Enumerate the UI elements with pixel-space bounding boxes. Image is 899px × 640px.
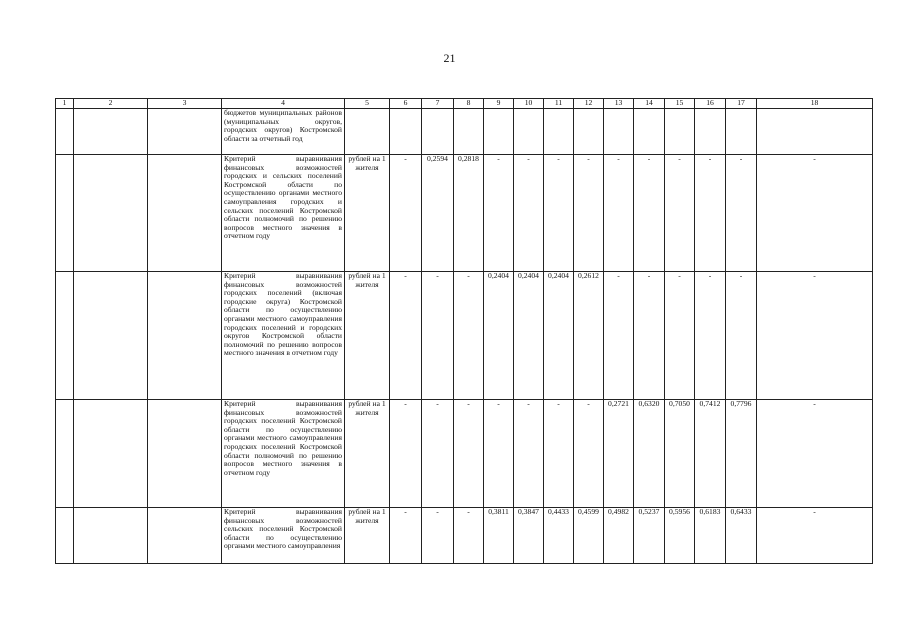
value-cell: - [695,272,726,400]
value-cell: - [422,508,454,564]
page-number: 21 [443,51,456,65]
value-cell: 0,3811 [484,508,514,564]
value-cell: - [390,155,422,272]
value-cell: 0,6433 [726,508,757,564]
value-cell: 0,2818 [454,155,484,272]
table-row [56,508,873,564]
column-number-header: 17 [726,99,757,109]
column-number-header: 8 [454,99,484,109]
column-number-header: 10 [514,99,544,109]
criterion-description: Критерий выравнивания финансовых возможностей городских поселений (включая городские округа) Костромской области по осуществлению органами местного самоуправления городских поселений и городских округов Костромской области полномочий по решению вопросов местного значения в отчетном году [222,272,345,400]
note-cell: - [757,272,873,400]
criterion-description: бюджетов муниципальных районов (муниципальных округов, городских округов) Костромской области за отчетный год [222,109,345,155]
table-row [56,400,873,508]
value-cell: - [604,155,634,272]
unit-cell [345,109,390,155]
note-cell: - [757,400,873,508]
empty-cell [74,109,148,155]
value-cell: - [514,155,544,272]
value-cell: 0,5237 [634,508,665,564]
value-cell [665,109,695,155]
indicator-table [55,98,873,564]
column-number-header: 5 [345,99,390,109]
note-cell: - [757,155,873,272]
table-row [56,272,873,400]
value-cell: 0,2404 [514,272,544,400]
empty-cell [148,400,222,508]
value-cell: - [390,400,422,508]
value-cell: - [665,272,695,400]
unit-cell: рублей на 1 жителя [345,272,390,400]
value-cell: 0,6320 [634,400,665,508]
value-cell: - [454,400,484,508]
value-cell: - [634,155,665,272]
unit-cell: рублей на 1 жителя [345,155,390,272]
value-cell [695,109,726,155]
unit-cell: рублей на 1 жителя [345,508,390,564]
empty-cell [148,508,222,564]
column-number-header: 3 [148,99,222,109]
value-cell: - [634,272,665,400]
value-cell: - [514,400,544,508]
empty-cell [148,155,222,272]
column-number-header: 14 [634,99,665,109]
empty-cell [148,109,222,155]
value-cell [726,109,757,155]
value-cell [422,109,454,155]
value-cell: 0,7412 [695,400,726,508]
value-cell: - [695,155,726,272]
value-cell: - [390,272,422,400]
value-cell [574,109,604,155]
value-cell: - [454,272,484,400]
empty-cell [56,109,74,155]
criterion-description: Критерий выравнивания финансовых возможностей городских поселений Костромской области по осуществлению органами местного самоуправления городских поселений Костромской области полномочий по решению вопросов местного значения в отчетном году [222,400,345,508]
empty-cell [56,155,74,272]
value-cell [454,109,484,155]
column-number-header: 16 [695,99,726,109]
value-cell: - [726,155,757,272]
value-cell [634,109,665,155]
column-number-header: 11 [544,99,574,109]
value-cell: 0,4599 [574,508,604,564]
table-row [56,155,873,272]
value-cell: - [422,272,454,400]
note-cell [757,109,873,155]
value-cell: - [574,155,604,272]
column-number-header: 12 [574,99,604,109]
value-cell: - [484,400,514,508]
value-cell: 0,6183 [695,508,726,564]
value-cell [484,109,514,155]
value-cell: - [422,400,454,508]
value-cell: 0,2404 [544,272,574,400]
column-number-header: 6 [390,99,422,109]
criterion-description: Критерий выравнивания финансовых возможностей сельских поселений Костромской области по осуществлению органами местного самоуправления [222,508,345,564]
value-cell: 0,2721 [604,400,634,508]
column-number-header: 13 [604,99,634,109]
value-cell: 0,7796 [726,400,757,508]
column-number-header: 9 [484,99,514,109]
column-number-header: 15 [665,99,695,109]
value-cell: 0,3847 [514,508,544,564]
value-cell: 0,2404 [484,272,514,400]
value-cell: 0,7050 [665,400,695,508]
empty-cell [74,155,148,272]
value-cell [604,109,634,155]
empty-cell [74,272,148,400]
value-cell [390,109,422,155]
value-cell: 0,2594 [422,155,454,272]
empty-cell [148,272,222,400]
column-number-header: 2 [74,99,148,109]
value-cell [514,109,544,155]
value-cell: - [454,508,484,564]
column-number-header: 4 [222,99,345,109]
column-number-header: 1 [56,99,74,109]
empty-cell [74,400,148,508]
value-cell: - [604,272,634,400]
empty-cell [74,508,148,564]
value-cell: - [726,272,757,400]
empty-cell [56,400,74,508]
value-cell [544,109,574,155]
note-cell: - [757,508,873,564]
value-cell: 0,4433 [544,508,574,564]
value-cell: - [665,155,695,272]
value-cell: - [544,400,574,508]
column-number-row [56,99,873,109]
unit-cell: рублей на 1 жителя [345,400,390,508]
value-cell: - [574,400,604,508]
value-cell: 0,2612 [574,272,604,400]
value-cell: - [544,155,574,272]
column-number-header: 18 [757,99,873,109]
empty-cell [56,272,74,400]
empty-cell [56,508,74,564]
criterion-description: Критерий выравнивания финансовых возможностей городских и сельских поселений Костромской области по осуществлению органами местного самоуправления городских и сельских поселений Костромской области полномочий по решению вопросов местного значения в отчетном году [222,155,345,272]
value-cell: 0,4982 [604,508,634,564]
value-cell: - [390,508,422,564]
table-row [56,109,873,155]
column-number-header: 7 [422,99,454,109]
value-cell: - [484,155,514,272]
value-cell: 0,5956 [665,508,695,564]
